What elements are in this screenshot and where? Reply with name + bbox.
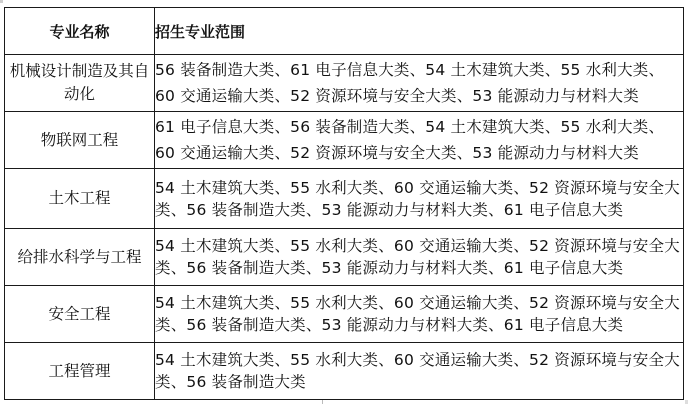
table-row: [5, 55, 684, 112]
header-major-name: 专业名称: [5, 8, 155, 55]
enrollment-range-cell: 56 装备制造大类、61 电子信息大类、54 土木建筑大类、55 水利大类、60 交通运输大类、52 资源环境与安全大类、53 能源动力与材料大类: [155, 55, 684, 112]
table-row: [5, 286, 684, 343]
table-row: [5, 112, 684, 169]
table-row: [5, 169, 684, 229]
major-name-cell: 物联网工程: [5, 112, 155, 169]
major-name-cell: 工程管理: [5, 343, 155, 400]
enrollment-range-cell: 54 土木建筑大类、55 水利大类、60 交通运输大类、52 资源环境与安全大类、56 装备制造大类: [155, 343, 684, 400]
enrollment-range-cell: 54 土木建筑大类、55 水利大类、60 交通运输大类、52 资源环境与安全大类、56 装备制造大类、53 能源动力与材料大类、61 电子信息大类: [155, 229, 684, 286]
bottom-edge-mark: [322, 400, 323, 404]
major-name-cell: 给排水科学与工程: [5, 229, 155, 286]
major-name-cell: 安全工程: [5, 286, 155, 343]
table-header-row: [5, 8, 684, 55]
corner-mark: [0, 0, 3, 3]
enrollment-range-cell: 54 土木建筑大类、55 水利大类、60 交通运输大类、52 资源环境与安全大类、56 装备制造大类、53 能源动力与材料大类、61 电子信息大类: [155, 169, 684, 229]
major-name-cell: 机械设计制造及其自动化: [5, 55, 155, 112]
major-enrollment-table: [4, 7, 684, 400]
table-row: [5, 229, 684, 286]
table-row: [5, 343, 684, 400]
enrollment-range-cell: 61 电子信息大类、56 装备制造大类、54 土木建筑大类、55 水利大类、60 交通运输大类、52 资源环境与安全大类、53 能源动力与材料大类: [155, 112, 684, 169]
major-name-cell: 土木工程: [5, 169, 155, 229]
header-enrollment-range: 招生专业范围: [155, 8, 684, 55]
enrollment-range-cell: 54 土木建筑大类、55 水利大类、60 交通运输大类、52 资源环境与安全大类、56 装备制造大类、53 能源动力与材料大类、61 电子信息大类: [155, 286, 684, 343]
